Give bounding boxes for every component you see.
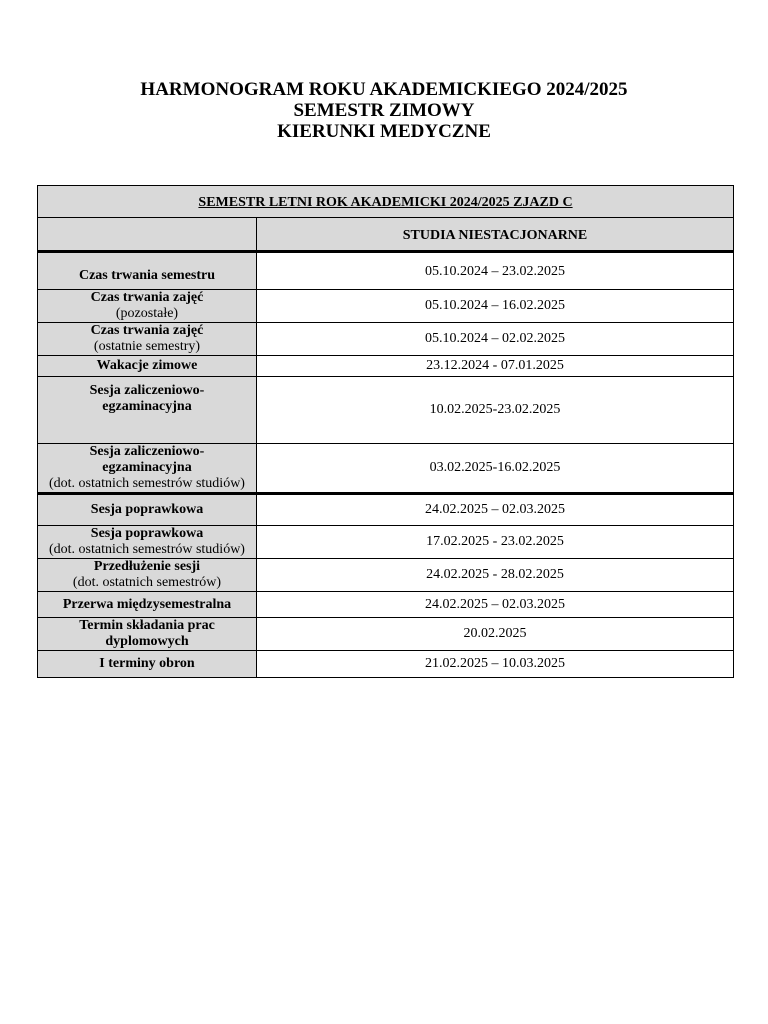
table-row bbox=[38, 592, 734, 618]
table-row bbox=[38, 618, 734, 651]
row-value: 03.02.2025-16.02.2025 bbox=[257, 444, 734, 494]
row-label: Sesja zaliczeniowo-egzaminacyjna (dot. ostatnich semestrów studiów) bbox=[38, 444, 257, 494]
table-row bbox=[38, 651, 734, 678]
table-row bbox=[38, 356, 734, 377]
row-value: 21.02.2025 – 10.03.2025 bbox=[257, 651, 734, 678]
row-label: Sesja poprawkowa (dot. ostatnich semestrów studiów) bbox=[38, 526, 257, 559]
title-line-3: KIERUNKI MEDYCZNE bbox=[277, 121, 491, 142]
row-value: 17.02.2025 - 23.02.2025 bbox=[257, 526, 734, 559]
row-value: 24.02.2025 – 02.03.2025 bbox=[257, 592, 734, 618]
title-line-2: SEMESTR ZIMOWY bbox=[293, 100, 475, 121]
row-label: Przerwa międzysemestralna bbox=[38, 592, 257, 618]
row-value: 05.10.2024 – 02.02.2025 bbox=[257, 323, 734, 356]
row-value: 05.10.2024 – 23.02.2025 bbox=[257, 252, 734, 290]
row-value: 24.02.2025 – 02.03.2025 bbox=[257, 494, 734, 526]
schedule-table bbox=[37, 185, 734, 678]
row-value: 10.02.2025-23.02.2025 bbox=[257, 377, 734, 444]
title-line-1: HARMONOGRAM ROKU AKADEMICKIEGO 2024/2025 bbox=[140, 79, 628, 100]
table-row bbox=[38, 323, 734, 356]
row-label: Sesja zaliczeniowo-egzaminacyjna bbox=[38, 377, 257, 444]
table-row bbox=[38, 526, 734, 559]
table-banner: SEMESTR LETNI ROK AKADEMICKI 2024/2025 ZJAZD C bbox=[38, 186, 734, 218]
table-row bbox=[38, 444, 734, 494]
row-value: 05.10.2024 – 16.02.2025 bbox=[257, 290, 734, 323]
row-label: Wakacje zimowe bbox=[38, 356, 257, 377]
row-label: I terminy obron bbox=[38, 651, 257, 678]
table-row bbox=[38, 252, 734, 290]
column-header: STUDIA NIESTACJONARNE bbox=[257, 218, 734, 252]
row-label: Czas trwania semestru bbox=[38, 252, 257, 290]
table-row bbox=[38, 559, 734, 592]
table-row bbox=[38, 494, 734, 526]
table-row bbox=[38, 377, 734, 444]
table-row bbox=[38, 290, 734, 323]
row-label: Termin składania prac dyplomowych bbox=[38, 618, 257, 651]
row-label: Sesja poprawkowa bbox=[38, 494, 257, 526]
row-value: 24.02.2025 - 28.02.2025 bbox=[257, 559, 734, 592]
row-value: 23.12.2024 - 07.01.2025 bbox=[257, 356, 734, 377]
row-label: Czas trwania zajęć (ostatnie semestry) bbox=[38, 323, 257, 356]
row-value: 20.02.2025 bbox=[257, 618, 734, 651]
row-label: Przedłużenie sesji (dot. ostatnich semestrów) bbox=[38, 559, 257, 592]
header-empty-cell bbox=[38, 218, 257, 252]
document-title-block bbox=[0, 79, 768, 142]
row-label: Czas trwania zajęć (pozostałe) bbox=[38, 290, 257, 323]
